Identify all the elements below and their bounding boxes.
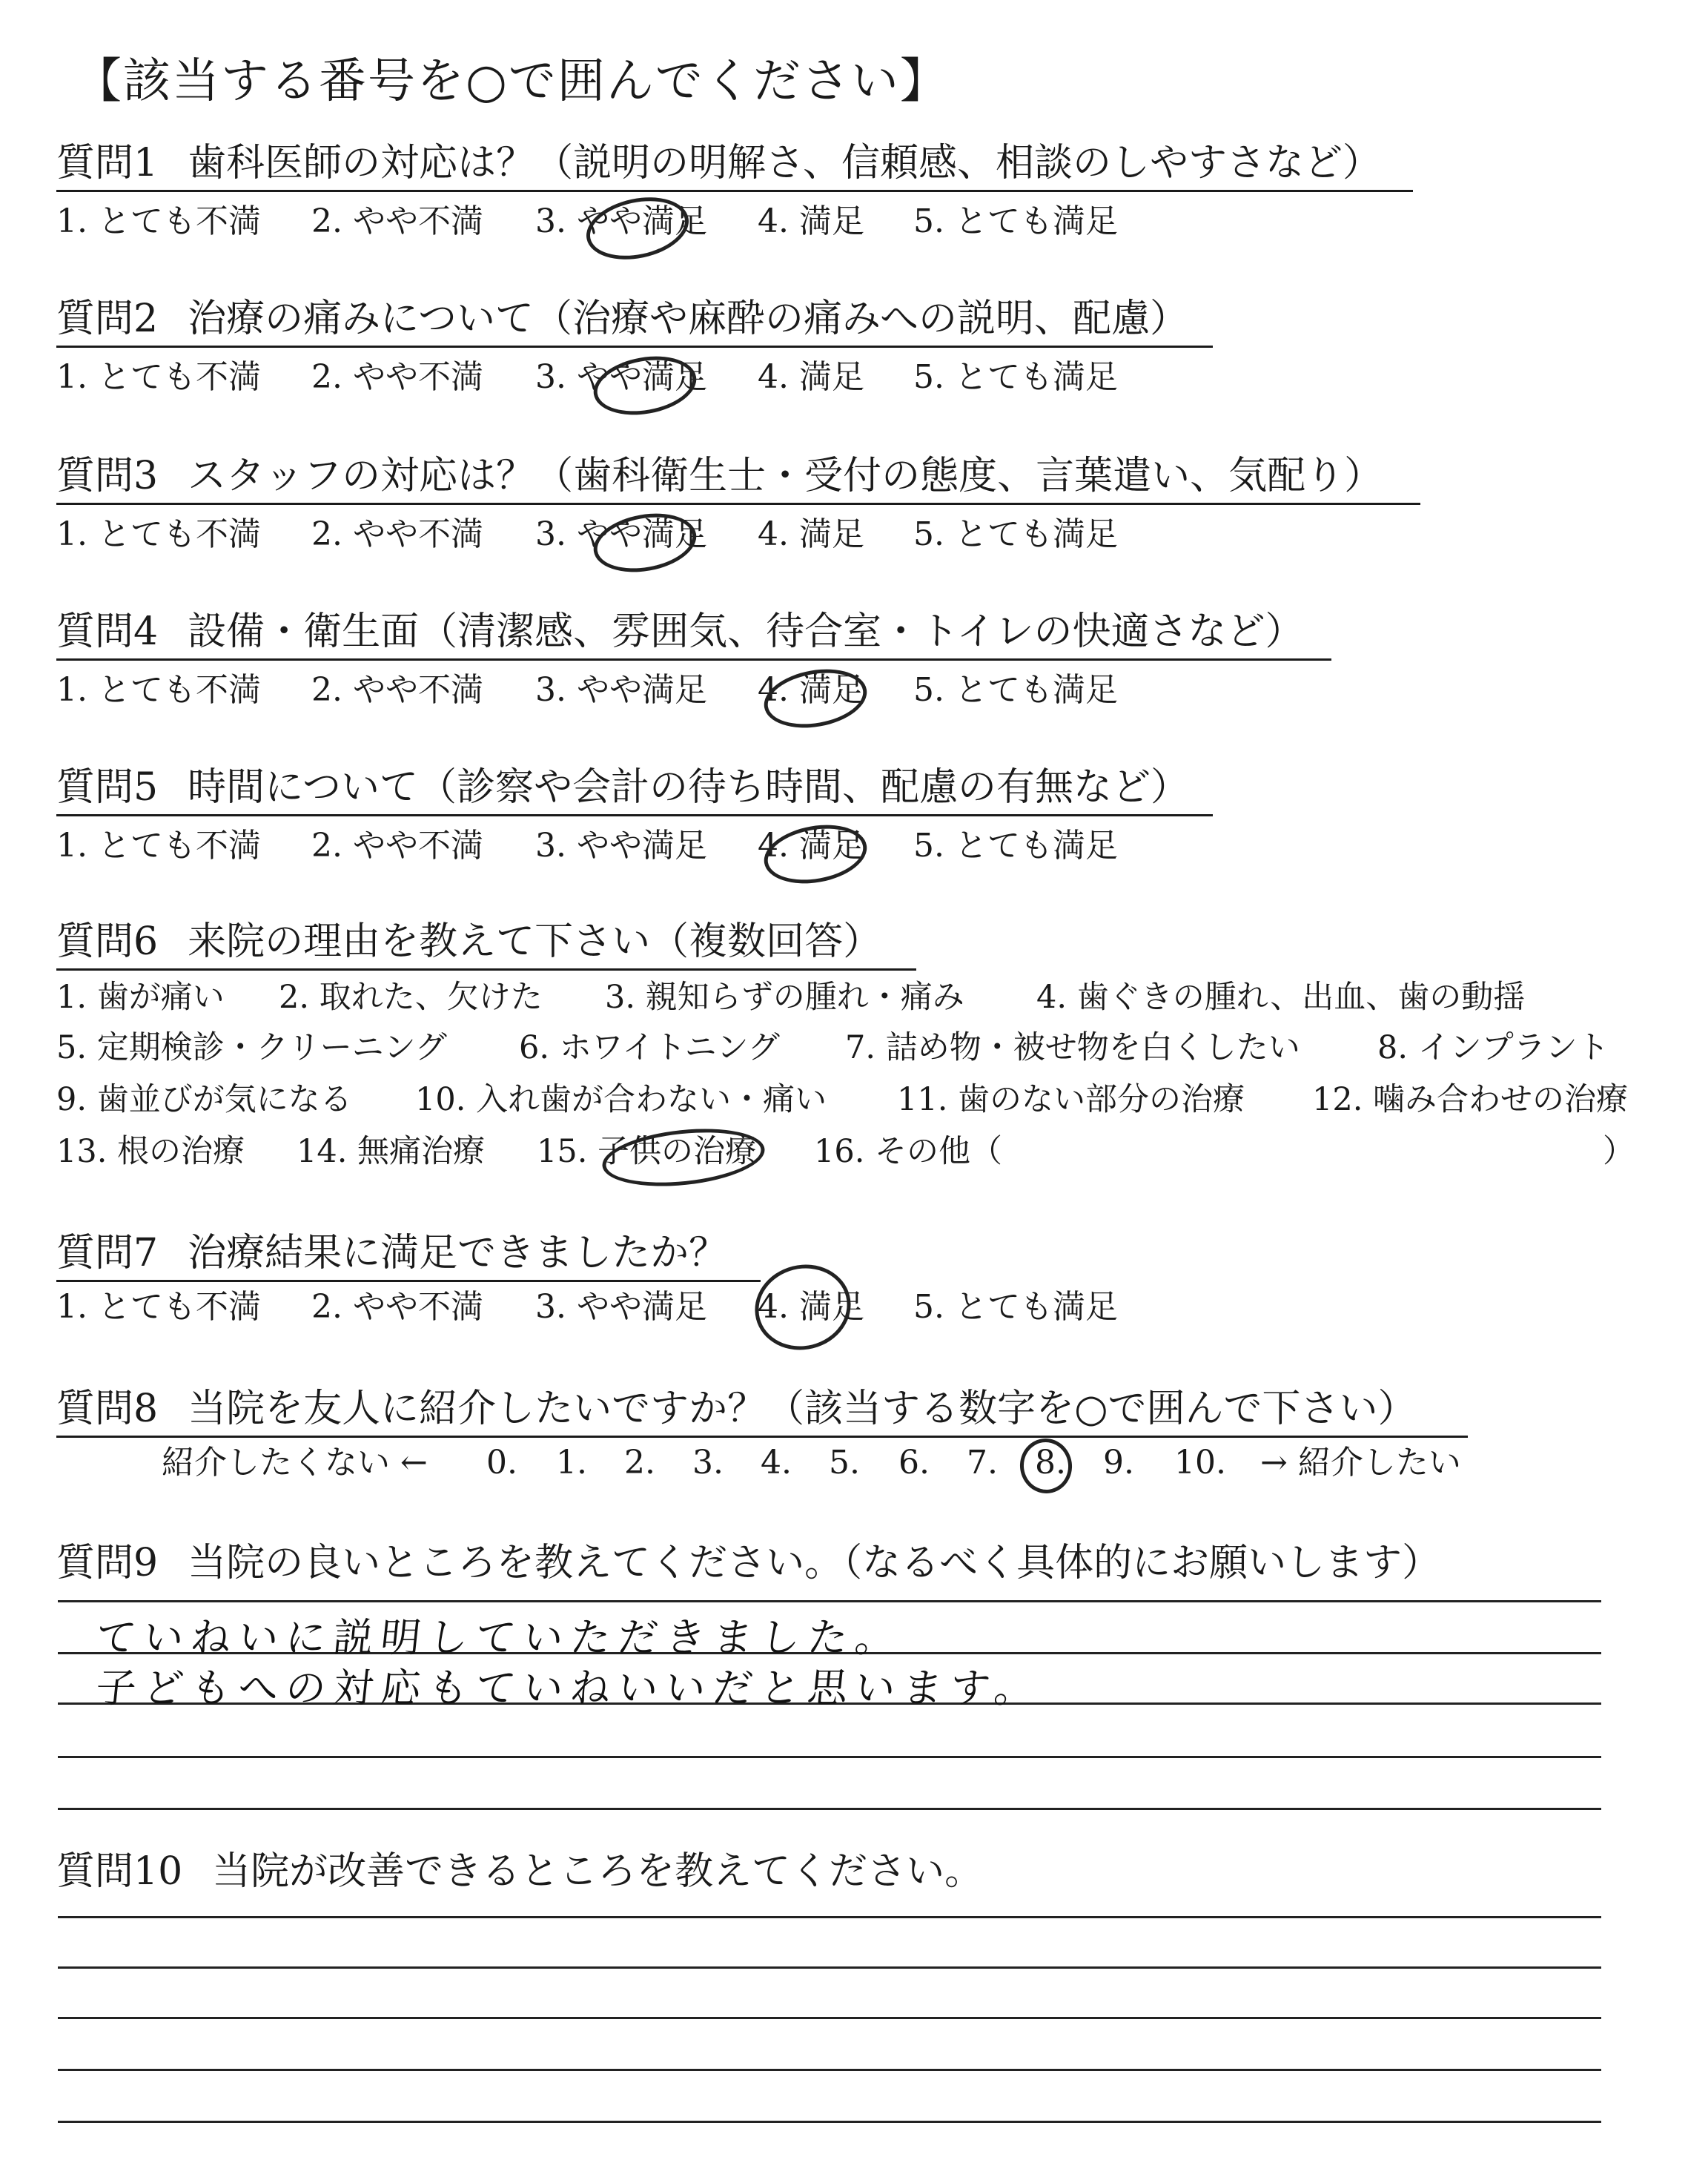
question-3-underline: [56, 503, 1420, 505]
question-9-header: [56, 1541, 1440, 1585]
q7-option-5[interactable]: 5. とても満足: [913, 1288, 1118, 1326]
q6-option-7[interactable]: 7. 詰め物・被せ物を白くしたい: [845, 1029, 1300, 1066]
question-6-underline: [56, 968, 916, 971]
q1-selection-circle: [580, 188, 695, 268]
q9-handwritten-answer-line-2: 子どもへの対応もていねいいだと思います。: [93, 1665, 1045, 1711]
q8-scale-5[interactable]: 5.: [829, 1444, 860, 1482]
q6-option-14[interactable]: 14. 無痛治療: [297, 1133, 486, 1170]
question-7-number: 質問7: [56, 1231, 159, 1275]
q6-option-13[interactable]: 13. 根の治療: [56, 1133, 245, 1170]
q6-option-12[interactable]: 12. 噛み合わせの治療: [1312, 1081, 1629, 1118]
question-2-options: [0, 359, 1708, 396]
question-5-number: 質問5: [56, 765, 159, 810]
question-1-number: 質問1: [56, 141, 159, 185]
q6-option-15[interactable]: 15. 子供の治療: [537, 1133, 758, 1170]
question-8-title: 当院を友人に紹介したいですか？（該当する数字を○で囲んで下さい）: [188, 1387, 1417, 1431]
question-10-number: 質問10: [56, 1849, 183, 1894]
question-8-header: [56, 1387, 1416, 1431]
q3-option-4[interactable]: 4. 満足: [758, 515, 864, 553]
q8-scale-left-label: 紹介したくない ←: [162, 1444, 428, 1482]
q6-options-row-1: [0, 979, 1708, 1016]
question-1-header: [56, 141, 1381, 185]
q4-option-1[interactable]: 1. とても不満: [56, 671, 261, 709]
q8-scale-9[interactable]: 9.: [1103, 1444, 1134, 1482]
q2-option-2[interactable]: 2. やや不満: [311, 358, 483, 396]
q3-option-1[interactable]: 1. とても不満: [56, 515, 261, 553]
page-instruction: 【該当する番号を○で囲んでください】: [74, 54, 949, 109]
q8-scale-3[interactable]: 3.: [692, 1444, 724, 1482]
question-8-underline: [56, 1436, 1468, 1438]
question-2-underline: [56, 346, 1213, 348]
q6-options-row-4: [0, 1133, 1708, 1170]
q6-option-6[interactable]: 6. ホワイトニング: [519, 1029, 780, 1066]
q3-option-5[interactable]: 5. とても満足: [913, 515, 1118, 553]
question-4-number: 質問4: [56, 610, 159, 654]
question-6-header: [56, 919, 881, 964]
q2-option-5[interactable]: 5. とても満足: [913, 358, 1118, 396]
q9-answer-rule: [58, 1808, 1601, 1810]
question-1-options: [0, 203, 1708, 240]
q8-scale-10[interactable]: 10.: [1174, 1444, 1226, 1482]
q10-answer-rule: [58, 2121, 1601, 2123]
question-2-number: 質問2: [56, 297, 159, 341]
q10-answer-rule: [58, 1966, 1601, 1969]
q9-answer-rule: [58, 1756, 1601, 1758]
q10-answer-rule: [58, 1916, 1601, 1918]
q1-option-4[interactable]: 4. 満足: [758, 202, 864, 240]
question-3-header: [56, 454, 1383, 498]
q6-option-3[interactable]: 3. 親知らずの腫れ・痛み: [605, 979, 964, 1016]
q4-option-4[interactable]: 4. 満足: [758, 671, 864, 709]
q4-option-2[interactable]: 2. やや不満: [311, 671, 483, 709]
question-3-number: 質問3: [56, 454, 159, 498]
q1-option-3[interactable]: 3. やや満足: [535, 202, 707, 240]
q8-scale-right-label: → 紹介したい: [1260, 1444, 1461, 1482]
question-10-header: [56, 1849, 983, 1894]
q10-answer-rule: [58, 2069, 1601, 2071]
question-10-title: 当院が改善できるところを教えてください。: [212, 1849, 984, 1894]
q6-option-8[interactable]: 8. インプラント: [1377, 1029, 1609, 1066]
question-5-header: [56, 765, 1189, 810]
question-5-underline: [56, 814, 1213, 816]
q6-other-close-paren: ）: [1603, 1133, 1635, 1170]
q6-option-4[interactable]: 4. 歯ぐきの腫れ、出血、歯の動揺: [1036, 979, 1526, 1016]
question-4-underline: [56, 658, 1331, 661]
q4-option-3[interactable]: 3. やや満足: [535, 671, 707, 709]
question-8-number: 質問8: [56, 1387, 159, 1431]
question-6-title: 来院の理由を教えて下さい（複数回答）: [188, 919, 882, 964]
question-9-title: 当院の良いところを教えてください。（なるべく具体的にお願いします）: [188, 1541, 1441, 1585]
question-2-title: 治療の痛みについて（治療や麻酔の痛みへの説明、配慮）: [188, 297, 1189, 341]
q8-scale-1[interactable]: 1.: [556, 1444, 587, 1482]
q1-option-2[interactable]: 2. やや不満: [311, 202, 483, 240]
question-7-options: [0, 1289, 1708, 1326]
q6-option-1[interactable]: 1. 歯が痛い: [56, 979, 225, 1016]
q7-option-3[interactable]: 3. やや満足: [535, 1288, 707, 1326]
q1-option-5[interactable]: 5. とても満足: [913, 202, 1118, 240]
q8-scale-0[interactable]: 0.: [486, 1444, 517, 1482]
q6-option-2[interactable]: 2. 取れた、欠けた: [279, 979, 543, 1016]
q5-option-1[interactable]: 1. とても不満: [56, 827, 261, 865]
q6-options-row-3: [0, 1081, 1708, 1118]
q8-scale-7[interactable]: 7.: [967, 1444, 998, 1482]
question-1-underline: [56, 190, 1413, 192]
q2-option-3[interactable]: 3. やや満足: [535, 358, 707, 396]
question-4-title: 設備・衛生面（清潔感、雰囲気、待合室・トイレの快適さなど）: [188, 610, 1304, 654]
q6-option-9[interactable]: 9. 歯並びが気になる: [56, 1081, 352, 1118]
q2-option-1[interactable]: 1. とても不満: [56, 358, 261, 396]
q10-answer-rule: [58, 2017, 1601, 2019]
question-8-scale: [0, 1444, 1708, 1482]
q3-option-3[interactable]: 3. やや満足: [535, 515, 707, 553]
question-3-title: スタッフの対応は？（歯科衛生士・受付の態度、言葉遣い、気配り）: [188, 454, 1383, 498]
question-6-number: 質問6: [56, 919, 159, 964]
q8-scale-2[interactable]: 2.: [624, 1444, 655, 1482]
q8-scale-4[interactable]: 4.: [761, 1444, 792, 1482]
question-7-title: 治療結果に満足できましたか？: [188, 1231, 728, 1275]
q8-scale-6[interactable]: 6.: [898, 1444, 930, 1482]
q9-handwritten-answer-line-1: ていねいに説明していただきました。: [93, 1614, 905, 1661]
question-9-number: 質問9: [56, 1541, 159, 1585]
q6-option-10[interactable]: 10. 入れ歯が合わない・痛い: [415, 1081, 827, 1118]
question-3-options: [0, 516, 1708, 553]
question-7-underline: [56, 1280, 761, 1282]
q6-options-row-2: [0, 1029, 1708, 1066]
question-2-header: [56, 297, 1188, 341]
q7-selection-circle: [746, 1255, 860, 1360]
q5-option-5[interactable]: 5. とても満足: [913, 827, 1118, 865]
q6-option-16[interactable]: 16. その他（: [814, 1133, 1003, 1170]
question-1-title: 歯科医師の対応は？（説明の明解さ、信頼感、相談のしやすさなど）: [188, 141, 1382, 185]
q4-option-5[interactable]: 5. とても満足: [913, 671, 1118, 709]
q1-option-1[interactable]: 1. とても不満: [56, 202, 261, 240]
q6-option-11[interactable]: 11. 歯のない部分の治療: [897, 1081, 1245, 1118]
q8-scale-8[interactable]: 8.: [1035, 1444, 1066, 1482]
q5-option-3[interactable]: 3. やや満足: [535, 827, 707, 865]
q7-option-4[interactable]: 4. 満足: [758, 1288, 864, 1326]
question-7-header: [56, 1231, 727, 1275]
q6-option-5[interactable]: 5. 定期検診・クリーニング: [56, 1029, 447, 1066]
q9-answer-rule: [58, 1600, 1601, 1602]
q2-option-4[interactable]: 4. 満足: [758, 358, 864, 396]
q7-option-1[interactable]: 1. とても不満: [56, 1288, 261, 1326]
q5-option-2[interactable]: 2. やや不満: [311, 827, 483, 865]
q3-option-2[interactable]: 2. やや不満: [311, 515, 483, 553]
q7-option-2[interactable]: 2. やや不満: [311, 1288, 483, 1326]
q5-option-4[interactable]: 4. 満足: [758, 827, 864, 865]
question-4-header: [56, 610, 1304, 654]
question-5-title: 時間について（診察や会計の待ち時間、配慮の有無など）: [188, 765, 1190, 810]
